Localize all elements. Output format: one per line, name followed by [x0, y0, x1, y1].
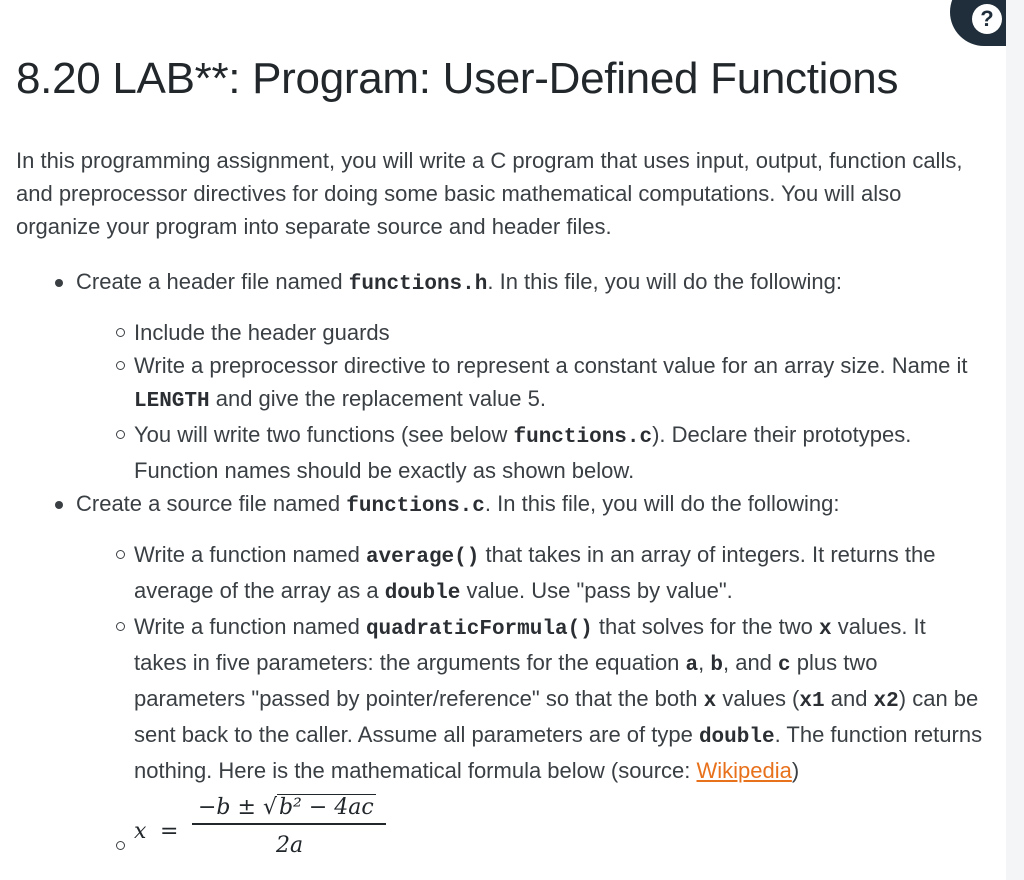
formula-lhs: x — [134, 819, 147, 844]
list-item-source-file: Create a source file named functions.c. In this file, you will do the following: Write a function named average() that takes in an array of integers. It returns the average of the array as a double value. Use "pass by value". Write a function named quadraticFormula() that solves for the two x values. It takes in five parameters: the arguments for the equation a, b, and c plus two parameters "passed by pointer/reference" so that the both x values (x1 and x2) can be sent back to the caller. Assume all parameters are of type double. The function returns nothing. Here is the mathematical formula below (source: Wikipedia) x = −b ± √b² − 4ac 2a — [16, 487, 984, 861]
list-item: Write a preprocessor directive to represent a constant value for an array size. Name it LENGTH and give the replacement value 5. — [76, 349, 984, 418]
list-item: Write a function named average() that takes in an array of integers. It returns the average of the array as a double value. Use "pass by value". — [76, 538, 984, 610]
fraction-bar — [192, 823, 386, 825]
formula-numerator: −b ± √b² − 4ac — [198, 795, 374, 820]
circle-bullet-icon — [116, 550, 125, 559]
formula-radicand: b² − 4ac — [278, 795, 374, 820]
formula-denominator: 2a — [276, 833, 304, 858]
circle-bullet-icon — [116, 622, 125, 631]
formula-equals: = — [160, 819, 179, 844]
question-icon: ? — [972, 4, 1002, 34]
list-item: Write a function named quadraticFormula() that solves for the two x values. It takes in five parameters: the arguments for the equation a, b, and c plus two parameters "passed by pointer/reference" so that the both x values (x1 and x2) can be sent back to the caller. Assume all parameters are of type double. The function returns nothing. Here is the mathematical formula below (source: Wikipedia) — [76, 610, 984, 787]
lab-content — [16, 48, 984, 861]
file-name-code: functions.c — [346, 495, 485, 518]
circle-bullet-icon — [116, 328, 125, 337]
circle-bullet-icon — [116, 430, 125, 439]
bullet-icon — [55, 279, 63, 287]
header-subitems — [76, 316, 984, 487]
bullet-icon — [55, 501, 63, 509]
scrollbar-track[interactable] — [1006, 0, 1024, 880]
wikipedia-link[interactable]: Wikipedia — [696, 758, 792, 783]
circle-bullet-icon — [116, 841, 125, 850]
list-item-header-file: Create a header file named functions.h. In this file, you will do the following: Include the header guards Write a preprocessor directive to represent a constant value for an array size. Name it LENGTH and give the replacement value 5. You will write two functions (see below functions.c). Declare their prototypes. Function names should be exactly as shown below. — [16, 265, 984, 487]
intro-paragraph: In this programming assignment, you will write a C program that uses input, output, function calls, and preprocessor directives for doing some basic mathematical computations. You will also organize your program into separate source and header files. — [16, 148, 963, 239]
sqrt-icon: √ — [262, 795, 277, 820]
list-item: You will write two functions (see below functions.c). Declare their prototypes. Function names should be exactly as shown below. — [76, 418, 984, 487]
instructions-list — [16, 265, 984, 861]
list-item: Include the header guards — [76, 316, 984, 349]
circle-bullet-icon — [116, 361, 125, 370]
source-subitems — [76, 538, 984, 861]
page-title: 8.20 LAB**: Program: User-Defined Functions — [16, 54, 899, 103]
file-name-code: functions.h — [348, 273, 488, 296]
list-item-formula — [76, 793, 984, 861]
